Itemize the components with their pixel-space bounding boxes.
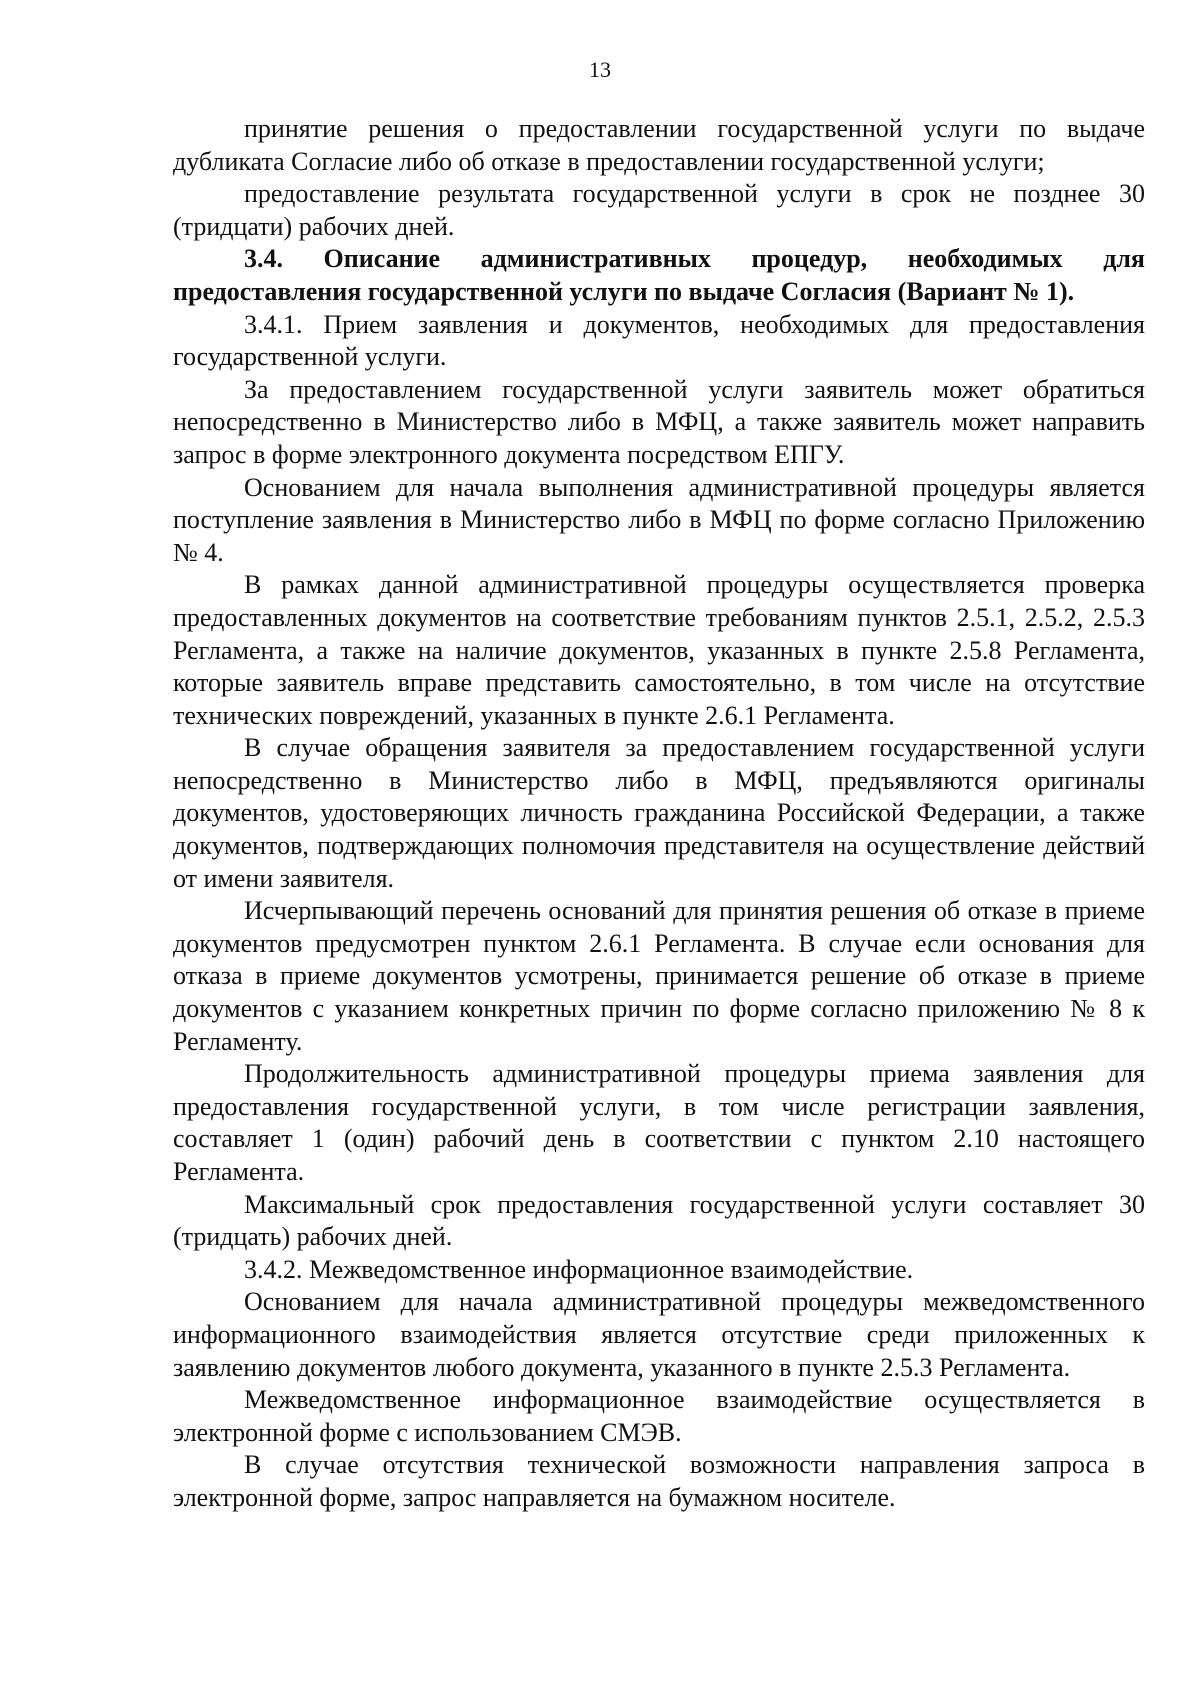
document-body <box>173 113 1145 1515</box>
paragraph-original-documents: В случае обращения заявителя за предоставлением государственной услуги непосредственно в Министерство либо в МФЦ, предъявляются оригиналы документов, удостоверяющих личность гражданина Российской Федерации, а также документов, подтверждающих полномочия представителя на осуществление действий от имени заявителя. <box>173 733 1145 893</box>
paragraph-procedure-duration: Продолжительность административной процедуры приема заявления для предоставления государственной услуги, в том числе регистрации заявления, составляет 1 (один) рабочий день в соответствии с пунктом 2.10 настоящего Регламента. <box>173 1059 1145 1186</box>
paragraph-refusal-grounds: Исчерпывающий перечень оснований для принятия решения об отказе в приеме документов предусмотрен пунктом 2.6.1 Регламента. В случае если основания для отказа в приеме документов усмотрены, принимается решение об отказе в приеме документов с указанием конкретных причин по форме согласно приложению № 8 к Регламенту. <box>173 896 1145 1056</box>
paragraph-procedure-basis: Основанием для начала выполнения административной процедуры является поступление заявления в Министерство либо в МФЦ по форме согласно Приложению № 4. <box>173 472 1145 567</box>
paragraph-document-check: В рамках данной административной процедуры осуществляется проверка предоставленных документов на соответствие требованиям пунктов 2.5.1, 2.5.2, 2.5.3 Регламента, а также на наличие документов, указанных в пункте 2.5.8 Регламента, которые заявитель вправе представить самостоятельно, в том числе на отсутствие технических повреждений, указанных в пункте 2.6.1 Регламента. <box>173 570 1145 730</box>
paragraph-max-term: Максимальный срок предоставления государственной услуги составляет 30 (тридцать) рабочих дней. <box>173 1189 1145 1252</box>
subsection-3-4-2: 3.4.2. Межведомственное информационное взаимодействие. <box>244 1254 914 1284</box>
paragraph-interagency-basis: Основанием для начала административной процедуры межведомственного информационного взаимодействия является отсутствие среди приложенных к заявлению документов любого документа, указанного в пункте 2.5.3 Регламента. <box>173 1287 1145 1382</box>
paragraph-result-deadline: предоставление результата государственной услуги в срок не позднее 30 (тридцати) рабочих дней. <box>173 179 1145 241</box>
paragraph-paper-request: В случае отсутствия технической возможности направления запроса в электронной форме, запрос направляется на бумажном носителе. <box>173 1450 1145 1512</box>
paragraph-decision-duplicate: принятие решения о предоставлении государственной услуги по выдаче дубликата Согласие либо об отказе в предоставлении государственной услуги; <box>173 114 1145 176</box>
paragraph-electronic-smev: Межведомственное информационное взаимодействие осуществляется в электронной форме с использованием СМЭВ. <box>173 1385 1145 1447</box>
page-number: 13 <box>589 57 611 82</box>
subsection-3-4-1: 3.4.1. Прием заявления и документов, необходимых для предоставления государственной услуги. <box>173 309 1145 372</box>
paragraph-application-channels: За предоставлением государственной услуги заявитель может обратиться непосредственно в Министерство либо в МФЦ, а также заявитель может направить запрос в форме электронного документа посредством ЕПГУ. <box>173 374 1145 469</box>
section-heading-3-4: 3.4. Описание административных процедур, необходимых для предоставления государственной услуги по выдаче Согласия (Вариант № 1). <box>173 244 1145 306</box>
